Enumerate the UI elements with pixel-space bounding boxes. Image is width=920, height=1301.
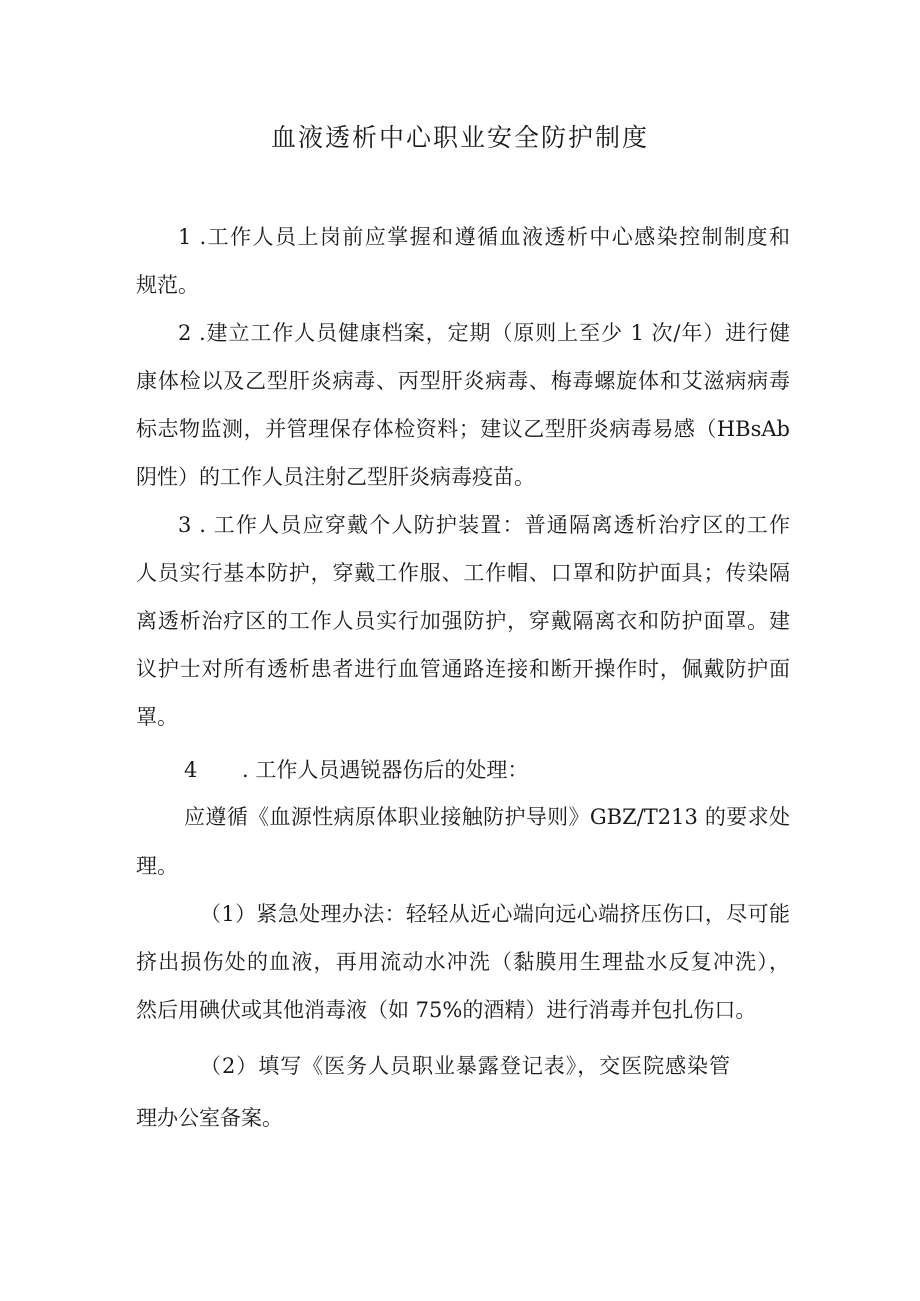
paragraph-5-line-2: 理。: [136, 854, 178, 878]
paragraph-3-line-5: 罩。: [136, 705, 178, 729]
paragraph-3-line-2: 人员实行基本防护，穿戴工作服、工作帽、口罩和防护面具；传染隔: [136, 561, 790, 585]
paragraph-6-line-1: （1）紧急处理办法：轻轻从近心端向远心端挤压伤口，尽可能: [200, 902, 790, 926]
paragraph-2-line-3: 标志物监测，并管理保存体检资料；建议乙型肝炎病毒易感（HBsAb: [136, 417, 790, 441]
paragraph-4-heading: . 工作人员遇锐器伤后的处理：: [242, 758, 529, 782]
paragraph-5-line-1: 应遵循《血源性病原体职业接触防护导则》GBZ/T213 的要求处: [184, 805, 790, 829]
paragraph-2-line-1: 2 .建立工作人员健康档案，定期（原则上至少 1 次/年）进行健: [178, 321, 790, 345]
paragraph-7-line-1: （2）填写《医务人员职业暴露登记表》，交医院感染管: [200, 1054, 730, 1078]
paragraph-1-line-2: 规范。: [136, 273, 199, 297]
document-title: 血液透析中心职业安全防护制度: [270, 123, 649, 152]
paragraph-3-line-4: 议护士对所有透析患者进行血管通路连接和断开操作时，佩戴防护面: [136, 657, 790, 681]
paragraph-6-line-2: 挤出损伤处的血液，再用流动水冲洗（黏膜用生理盐水反复冲洗），: [136, 950, 790, 974]
paragraph-3-line-3: 离透析治疗区的工作人员实行加强防护，穿戴隔离衣和防护面罩。建: [136, 609, 790, 633]
paragraph-1-line-1: 1 .工作人员上岗前应掌握和遵循血液透析中心感染控制制度和: [178, 225, 790, 249]
paragraph-7-line-2: 理办公室备案。: [136, 1106, 283, 1130]
paragraph-2-line-4: 阴性）的工作人员注射乙型肝炎病毒疫苗。: [136, 465, 535, 489]
paragraph-6-line-3: 然后用碘伏或其他消毒液（如 75%的酒精）进行消毒并包扎伤口。: [136, 998, 757, 1022]
paragraph-3-line-1: 3 . 工作人员应穿戴个人防护装置：普通隔离透析治疗区的工作: [178, 513, 790, 537]
paragraph-4-number: 4: [184, 758, 198, 782]
paragraph-2-line-2: 康体检以及乙型肝炎病毒、丙型肝炎病毒、梅毒螺旋体和艾滋病病毒: [136, 369, 790, 393]
